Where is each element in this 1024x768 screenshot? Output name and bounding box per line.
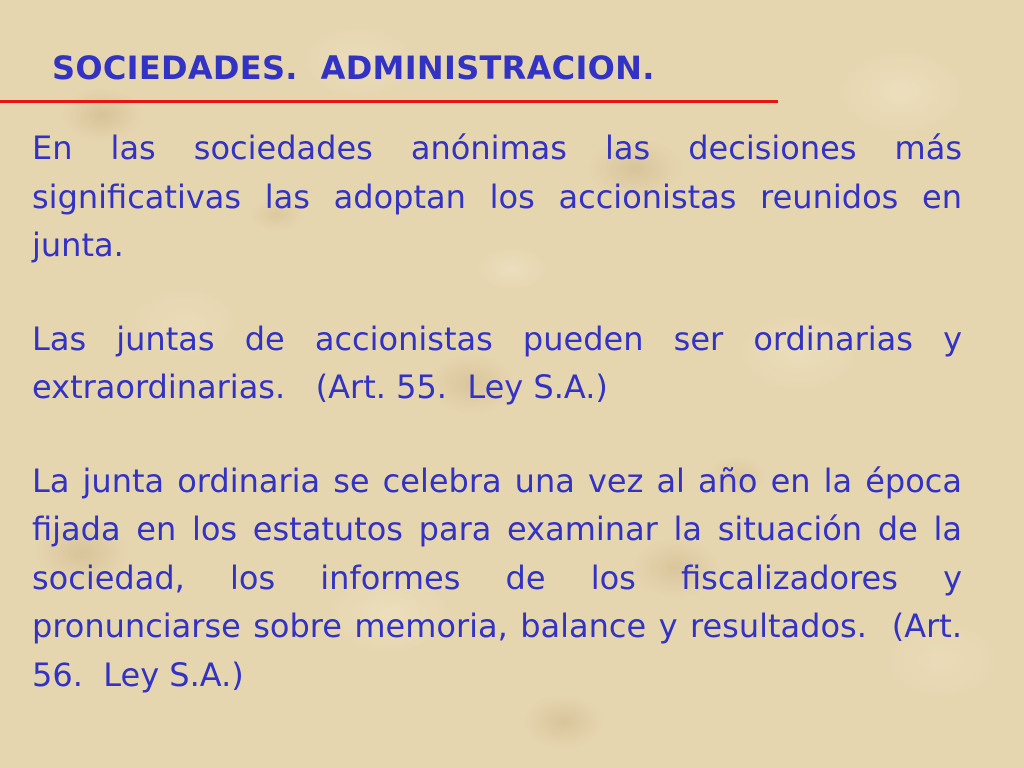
- slide-body: [32, 124, 973, 744]
- paragraph-decisiones: En las sociedades anónimas las decisiones más significativas las adoptan los accionistas reunidos en junta.: [32, 129, 973, 264]
- paragraph-junta-ordinaria: La junta ordinaria se celebra una vez al año en la época fijada en los estatutos para examinar la situación de la sociedad, los informes de los fiscalizadores y pronunciarse sobre memoria, balance y resultados. (Art. 56. Ley S.A.): [32, 461, 973, 694]
- slide-title: SOCIEDADES. ADMINISTRACION.: [52, 49, 655, 87]
- title-underline: [0, 100, 778, 103]
- paragraph-tipos-de-juntas: Las juntas de accionistas pueden ser ordinarias y extraordinarias. (Art. 55. Ley S.A.): [32, 319, 973, 406]
